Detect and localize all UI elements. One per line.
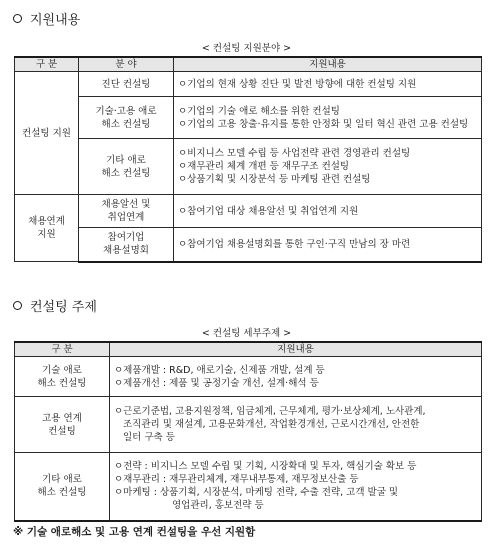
field-cell: 참여기업 채용설명회 [79, 228, 174, 262]
header-category: 구 분 [15, 342, 110, 357]
section-title-support [13, 9, 80, 28]
table-row [15, 139, 482, 195]
content-cell: ㅇ기업의 현재 상황 진단 및 발전 방향에 대한 컨설팅 지원 [174, 72, 482, 97]
section-title-topics [13, 296, 97, 315]
table-row [15, 228, 482, 262]
category-cell: 기술 애로 해소 컨설팅 [15, 357, 110, 397]
table-row [15, 397, 482, 453]
category-cell: 컨설팅 지원 [15, 72, 79, 195]
circle-bullet-icon [13, 301, 22, 310]
field-cell: 기타 애로 해소 컨설팅 [79, 139, 174, 195]
content-cell: ㅇ참여기업 대상 채용알선 및 취업연계 지원 [174, 195, 482, 228]
table-row [15, 97, 482, 139]
category-cell: 기타 애로 해소 컨설팅 [15, 453, 110, 521]
header-category: 구 분 [15, 57, 79, 72]
section-title-text: 컨설팅 주제 [30, 300, 97, 315]
content-cell: ㅇ근로기준법, 고용지원정책, 임금체계, 근무체계, 평가·보상체계, 노사관계, 조직관리 및 재설계, 고용문화개선, 작업환경개선, 근로시간개선, 안전한 일터 구축 등 [110, 397, 482, 453]
header-content: 지원내용 [174, 57, 482, 72]
field-cell: 진단 컨설팅 [79, 72, 174, 97]
field-cell: 기술·고용 애로 해소 컨설팅 [79, 97, 174, 139]
table-row [15, 195, 482, 228]
support-fields-table [14, 56, 482, 263]
table-row [15, 72, 482, 97]
priority-note: ※ 기술 애로해소 및 고용 연계 컨설팅을 우선 지원함 [13, 526, 256, 538]
content-cell: ㅇ비지니스 모델 수립 등 사업전략 관련 경영관리 컨설팅 ㅇ재무관리 체계 개편 등 재무구조 컨설팅 ㅇ상품기획 및 시장분석 등 마케팅 관련 컨설팅 [174, 139, 482, 195]
header-field: 분 야 [79, 57, 174, 72]
content-cell: ㅇ전략 : 비지니스 모델 수립 및 기획, 시장확대 및 투자, 핵심기술 확보 등 ㅇ재무관리 : 재무관리체계, 재무내부통제, 재무정보산출 등 ㅇ마케팅 : 상품기획, 시장분석, 마케팅 전략, 수출 전략, 고객 발굴 및 영업관리, 홍보전략 등 [110, 453, 482, 521]
header-content: 지원내용 [110, 342, 482, 357]
content-cell: ㅇ참여기업 채용설명회를 통한 구인·구직 만남의 장 마련 [174, 228, 482, 262]
consulting-topics-table [14, 341, 482, 522]
table-row [15, 453, 482, 521]
table-row [15, 357, 482, 397]
section-title-text: 지원내용 [30, 13, 81, 28]
circle-bullet-icon [13, 14, 22, 23]
content-cell: ㅇ기업의 기술 애로 해소를 위한 컨설팅 ㅇ기업의 고용 창출·유지를 통한 안정화 및 일터 혁신 관련 고용 컨설팅 [174, 97, 482, 139]
category-cell: 채용연계 지원 [15, 195, 79, 262]
category-cell: 고용 연계 컨설팅 [15, 397, 110, 453]
field-cell: 채용알선 및 취업연계 [79, 195, 174, 228]
table-caption-support-fields: < 컨설팅 지원분야 > [201, 43, 292, 54]
table-caption-topics: < 컨설팅 세부주제 > [201, 328, 292, 339]
content-cell: ㅇ제품개발 : R&D, 애로기술, 신제품 개발, 설계 등 ㅇ제품개선 : 제품 및 공정기술 개선, 설계·해석 등 [110, 357, 482, 397]
